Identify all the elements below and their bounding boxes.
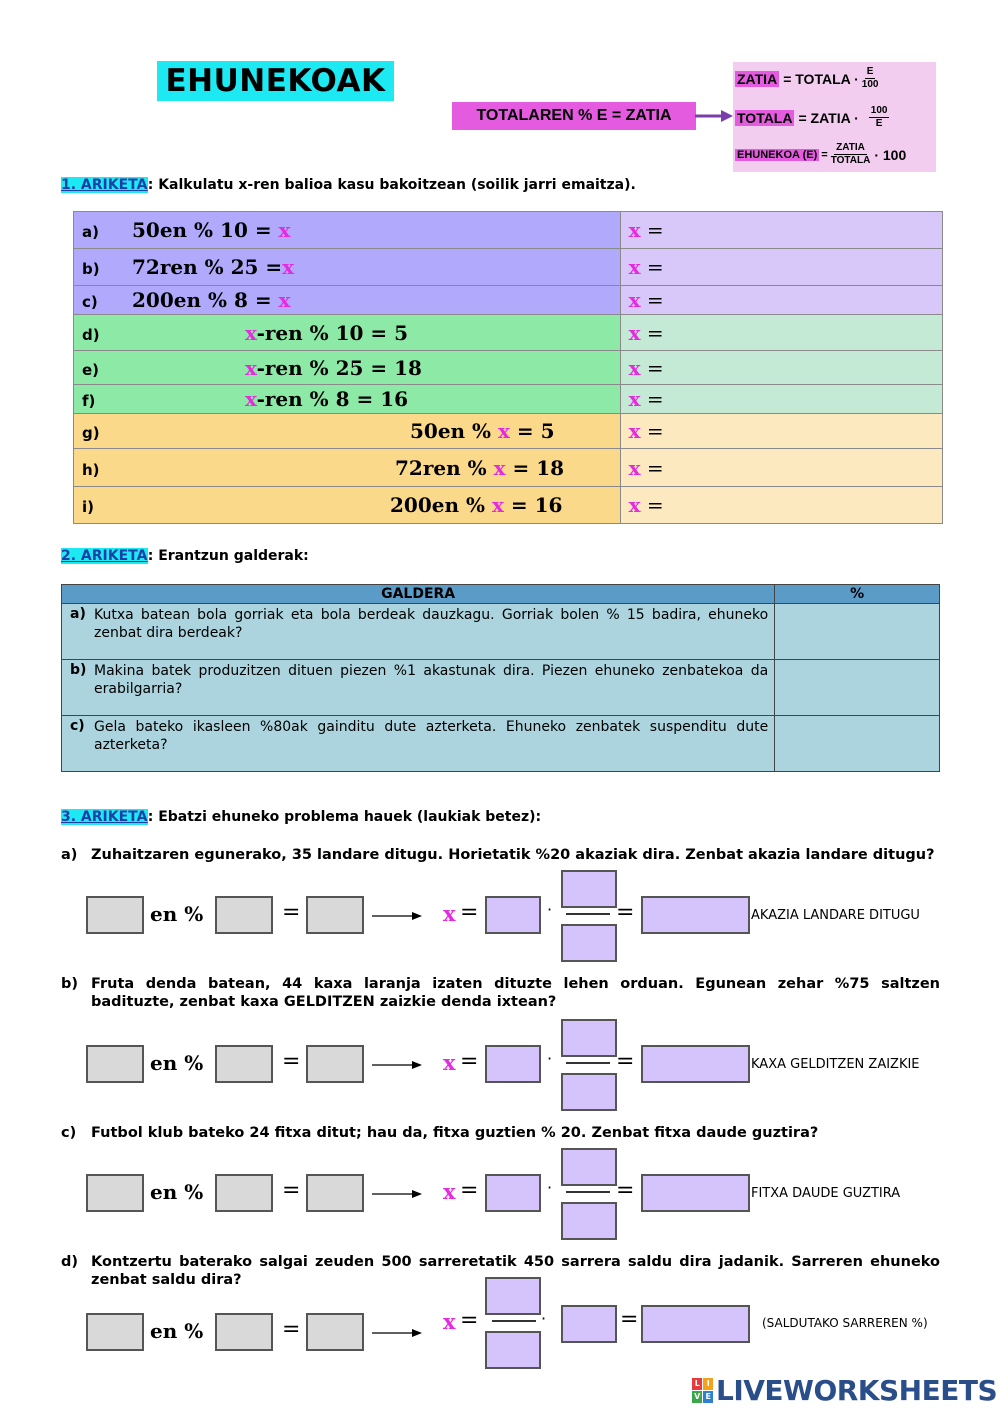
total-input-box[interactable] [86, 1174, 144, 1212]
value-input-box[interactable] [485, 896, 541, 934]
numerator-input-box[interactable] [485, 1277, 541, 1315]
ex1-answer-cell[interactable]: x = [620, 487, 942, 524]
value-input-box[interactable] [485, 1045, 541, 1083]
equals-sign: = [460, 1049, 479, 1074]
ex1-equation: 50en % 10 = x [132, 218, 291, 242]
equals-sign: = [616, 900, 635, 925]
logo-badge-icon: L I V E [692, 1378, 713, 1403]
ex1-label: e) [82, 360, 100, 379]
result-label: KAXA GELDITZEN ZAIZKIE [751, 1057, 920, 1072]
part-input-box[interactable] [306, 1174, 364, 1212]
formula-ehunekoa: EHUNEKOA (E) = $\frac{\text{ZATIA}}{\text{TOTALA}}$ · 100 [737, 142, 907, 166]
denominator-input-box[interactable] [485, 1331, 541, 1369]
ex2-question-cell: a) Kutxa batean bola gorriak eta bola berdeak dauzkagu. Gorriak bolen % 15 badira, ehuneko zenbat dira berdeak? [62, 604, 775, 660]
part-input-box[interactable] [306, 1313, 364, 1351]
ex3-problem: a) Zuhaitzaren egunerako, 35 landare ditugu. Horietatik %20 akaziak dira. Zenbat akazia landare ditugu? [61, 847, 935, 863]
ex1-question-cell [74, 487, 621, 524]
equals-sign: = [616, 1049, 635, 1074]
ex1-label: f) [82, 392, 96, 410]
ex1-answer-cell[interactable]: x = [620, 414, 942, 449]
ex2-question-cell: c) Gela bateko ikasleen %80ak gainditu dute azterketa. Ehuneko zenbatek suspenditu dute azterketa? [62, 716, 775, 772]
formula-box [733, 62, 936, 172]
arrow-right-icon [372, 1059, 424, 1071]
ex1-answer-cell[interactable]: x = [620, 351, 942, 385]
formula-zatia: ZATIA = TOTALA · $\frac{E}{100}$ [737, 66, 879, 90]
ex1-row [74, 385, 943, 414]
equals-sign: = [620, 1307, 639, 1332]
arrow-right-icon [695, 108, 735, 124]
equals-sign: = [460, 1308, 479, 1333]
ex1-answer-cell[interactable]: x = [620, 212, 942, 249]
multiply-dot: · [547, 1049, 553, 1068]
ex2-answer-cell[interactable] [775, 660, 940, 716]
equals-sign: = [282, 1049, 301, 1074]
col-question-header: GALDERA [62, 585, 775, 604]
total-input-box[interactable] [86, 1045, 144, 1083]
percent-input-box[interactable] [215, 1174, 273, 1212]
result-label: (SALDUTAKO SARREREN %) [762, 1316, 928, 1330]
ex1-equation: 72ren % 25 =x [132, 255, 295, 279]
ex3-heading: 3. ARIKETA: Ebatzi ehuneko problema hauek (laukiak betez): [61, 809, 542, 825]
ex1-answer-cell[interactable]: x = [620, 249, 942, 286]
ex1-label: c) [82, 293, 98, 311]
ex1-row [74, 351, 943, 385]
ex2-row [62, 604, 940, 660]
x-variable: x [443, 1309, 456, 1334]
multiply-dot: · [547, 900, 553, 919]
multiply-dot: · [547, 1178, 553, 1197]
denominator-input-box[interactable] [561, 924, 617, 962]
percent-input-box[interactable] [215, 1045, 273, 1083]
en-percent-label: en % [150, 1180, 204, 1204]
x-variable: x [443, 1050, 456, 1075]
total-input-box[interactable] [86, 896, 144, 934]
percent-input-box[interactable] [215, 1313, 273, 1351]
numerator-input-box[interactable] [561, 870, 617, 908]
ex2-answer-cell[interactable] [775, 604, 940, 660]
en-percent-label: en % [150, 902, 204, 926]
denominator-input-box[interactable] [561, 1202, 617, 1240]
ex3-problem: b) Fruta denda batean, 44 kaxa laranja izaten dituzte lehen orduan. Egunean zehar %75 saltzen badituzte, zenbat kaxa GELDITZEN zaizkie denda ixtean? [61, 976, 940, 1010]
result-input-box[interactable] [641, 896, 750, 934]
ex1-question-cell [74, 351, 621, 385]
ex1-equation: 72ren % x = 18 [395, 455, 565, 480]
numerator-input-box[interactable] [561, 1148, 617, 1186]
value-input-box[interactable] [561, 1305, 617, 1343]
ex2-row [62, 660, 940, 716]
equals-sign: = [460, 900, 479, 925]
ex1-question-cell [74, 449, 621, 487]
numerator-input-box[interactable] [561, 1019, 617, 1057]
result-input-box[interactable] [641, 1305, 750, 1343]
x-variable: x [443, 901, 456, 926]
ex1-label: h) [82, 460, 100, 479]
result-input-box[interactable] [641, 1174, 750, 1212]
ex1-row [74, 487, 943, 524]
ex1-equation: 50en % x = 5 [410, 419, 555, 443]
fraction-bar [566, 1191, 610, 1193]
ex3-problem: d) Kontzertu baterako salgai zeuden 500 sarreretatik 450 sarrera saldu dira jadanik. Sarreren ehuneko zenbat saldu dira? [61, 1254, 940, 1288]
ex2-answer-cell[interactable] [775, 716, 940, 772]
part-input-box[interactable] [306, 896, 364, 934]
result-input-box[interactable] [641, 1045, 750, 1083]
ex1-label: b) [82, 260, 100, 278]
ex1-heading: 1. ARIKETA: Kalkulatu x-ren balioa kasu bakoitzean (soilik jarri emaitza). [61, 177, 636, 193]
page-title: EHUNEKOAK [157, 61, 394, 101]
ex2-question-cell: b) Makina batek produzitzen dituen piezen %1 akastunak dira. Piezen ehuneko zenbatekoa da erabilgarria? [62, 660, 775, 716]
ex1-question-cell [74, 315, 621, 351]
multiply-dot: · [541, 1309, 547, 1328]
result-label: FITXA DAUDE GUZTIRA [751, 1186, 901, 1201]
en-percent-label: en % [150, 1319, 204, 1343]
ex1-answer-cell[interactable]: x = [620, 385, 942, 414]
ex1-label: i) [82, 498, 94, 516]
ex1-question-cell [74, 414, 621, 449]
ex1-answer-cell[interactable]: x = [620, 315, 942, 351]
fraction-bar [566, 1062, 610, 1064]
ex1-row [74, 449, 943, 487]
x-variable: x [443, 1179, 456, 1204]
ex2-row [62, 716, 940, 772]
equals-sign: = [282, 1178, 301, 1203]
ex1-row [74, 315, 943, 351]
equals-sign: = [282, 1317, 301, 1342]
main-formula: TOTALAREN % E = ZATIA [452, 102, 696, 130]
ex1-row [74, 414, 943, 449]
part-input-box[interactable] [306, 1045, 364, 1083]
ex1-question-cell [74, 385, 621, 414]
arrow-right-icon [372, 1327, 424, 1339]
equals-sign: = [282, 900, 301, 925]
ex1-table [73, 211, 943, 524]
ex1-label: a) [82, 223, 99, 241]
ex1-equation: 200en % x = 16 [390, 493, 563, 517]
denominator-input-box[interactable] [561, 1073, 617, 1111]
ex1-question-cell [74, 212, 621, 249]
liveworksheets-logo: L I V E LIVEWORKSHEETS [692, 1374, 997, 1407]
ex1-label: g) [82, 424, 100, 442]
ex1-row [74, 212, 943, 249]
ex1-answer-cell[interactable]: x = [620, 286, 942, 315]
ex2-heading: 2. ARIKETA: Erantzun galderak: [61, 548, 309, 564]
ex1-label: d) [82, 325, 100, 344]
ex1-equation: 200en % 8 = x [132, 288, 291, 312]
arrow-right-icon [372, 910, 424, 922]
ex1-question-cell [74, 249, 621, 286]
arrow-right-icon [372, 1188, 424, 1200]
equals-sign: = [616, 1178, 635, 1203]
ex1-equation: x-ren % 10 = 5 [245, 320, 409, 345]
percent-input-box[interactable] [215, 896, 273, 934]
value-input-box[interactable] [485, 1174, 541, 1212]
col-percent-header: % [775, 585, 940, 604]
en-percent-label: en % [150, 1051, 204, 1075]
ex2-table [61, 584, 940, 772]
equals-sign: = [460, 1178, 479, 1203]
ex1-question-cell [74, 286, 621, 315]
result-label: AKAZIA LANDARE DITUGU [751, 908, 920, 923]
ex1-answer-cell[interactable]: x = [620, 449, 942, 487]
fraction-bar [566, 913, 610, 915]
ex3-problem: c) Futbol klub bateko 24 fitxa ditut; hau da, fitxa guztien % 20. Zenbat fitxa daude guztira? [61, 1125, 819, 1141]
total-input-box[interactable] [86, 1313, 144, 1351]
ex1-equation: x-ren % 25 = 18 [245, 355, 422, 380]
ex1-row [74, 249, 943, 286]
formula-totala: TOTALA = ZATIA · $\frac{100}{E}$ [737, 105, 888, 129]
ex1-equation: x-ren % 8 = 16 [245, 387, 409, 411]
ex1-row [74, 286, 943, 315]
fraction-bar [492, 1320, 536, 1322]
